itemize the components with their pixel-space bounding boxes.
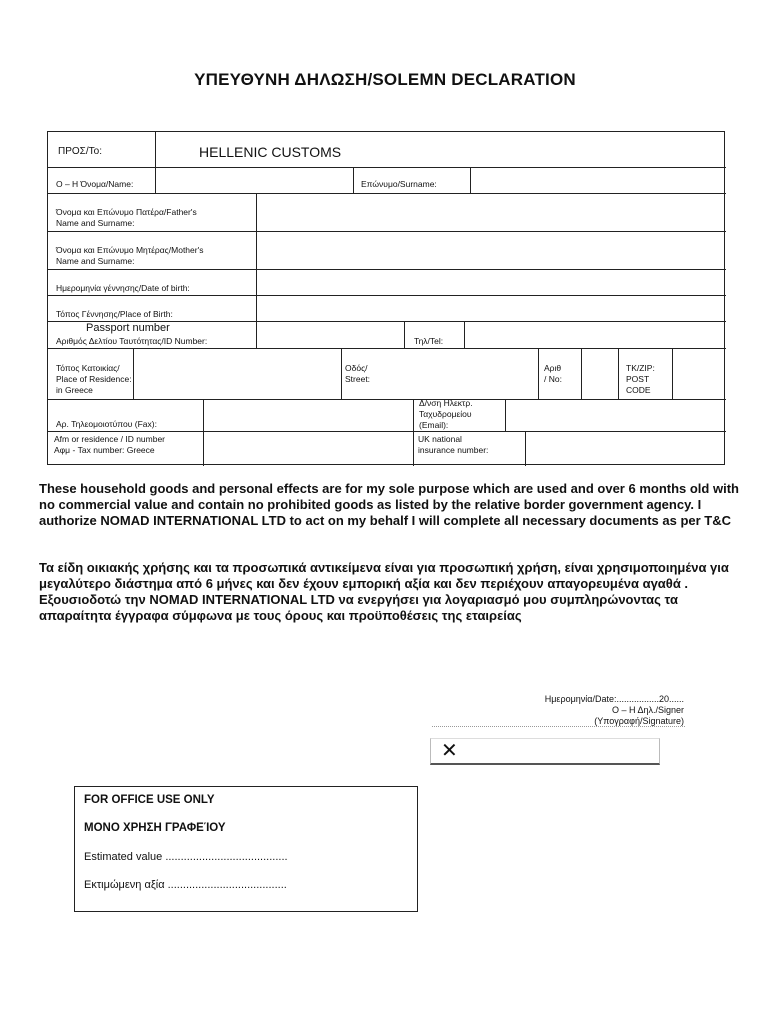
surname-label: Επώνυμο/Surname:	[361, 179, 437, 189]
signer-line: Ο – Η Δηλ./Signer	[611, 705, 684, 715]
email-label-line2: Ταχυδρομείου	[419, 409, 472, 419]
office-heading-english: FOR OFFICE USE ONLY	[84, 794, 215, 806]
date-line: Ημερομηνία/Date:.................20......	[544, 694, 684, 704]
no-label-line2: / No:	[544, 374, 562, 384]
residence-label-line3: in Greece	[56, 385, 93, 395]
zip-label-line2: POST	[626, 374, 650, 384]
signature-caption-rule	[432, 726, 685, 727]
afm-label-line2: Αφμ - Tax number: Greece	[54, 445, 155, 455]
street-label-line1: Οδός/	[345, 363, 368, 373]
tel-label: Τηλ/Tel:	[414, 336, 444, 346]
zip-label-line1: TK/ZIP:	[626, 363, 655, 373]
page-title: ΥΠΕΥΘΥΝΗ ΔΗΛΩΣΗ/SOLEMN DECLARATION	[194, 70, 576, 89]
signature-box[interactable]	[430, 738, 660, 765]
declaration-form	[47, 131, 725, 465]
father-label-line2: Name and Surname:	[56, 218, 135, 228]
afm-label-line1: Afm or residence / ID number	[54, 434, 166, 444]
id-label: Αριθμός Δελτίου Ταυτότητας/ID Number:	[56, 336, 208, 346]
to-label: ΠΡΟΣ/To:	[58, 146, 102, 157]
email-label-line1: Δ/νση Ηλεκτρ.	[419, 398, 473, 408]
office-use-box	[74, 786, 418, 912]
estimated-value-english: Estimated value ........................................	[84, 851, 288, 863]
dob-label: Ημερομηνία γέννησης/Date of birth:	[56, 283, 190, 293]
name-label: Ο – Η Όνομα/Name:	[56, 179, 134, 189]
mother-label-line2: Name and Surname:	[56, 256, 135, 266]
street-label-line2: Street:	[345, 374, 371, 384]
signature-caption: (Υπογραφή/Signature)	[594, 716, 684, 726]
statement-greek: Τα είδη οικιακής χρήσης και τα προσωπικά αντικείμενα είναι για προσωπική χρήση, είναι χρησιμοποιημένα για μεγαλύτερο διάστημα από 6 μήνες και δεν έχουν εμπορική αξία και δεν περιέχουν απαγορευμένα αγαθά . Εξουσιοδοτώ την NOMAD INTERNATIONAL LTD να ενεργήσει για λογαριασμό μου συμπληρώνοντας τα απαραίτητα έγγραφα σύμφωνα με τους όρους και προϋποθέσεις της εταιρείας	[39, 560, 729, 623]
father-label-line1: Όνομα και Επώνυμο Πατέρα/Father's	[56, 207, 197, 217]
passport-label: Passport number	[86, 322, 170, 334]
residence-label-line1: Τόπος Κατοικίας/	[56, 363, 120, 373]
to-value: HELLENIC CUSTOMS	[199, 144, 342, 160]
zip-label-line3: CODE	[626, 385, 651, 395]
uk-insurance-label-line1: UK national	[418, 434, 462, 444]
estimated-value-greek: Εκτιμώμενη αξία .......................................	[84, 879, 287, 891]
mother-label-line1: Όνομα και Επώνυμο Μητέρας/Mother's	[56, 245, 204, 255]
uk-insurance-label-line2: insurance number:	[418, 445, 489, 455]
office-heading-greek: ΜΟΝΟ ΧΡΗΣΗ ΓΡΑΦΕΊΟΥ	[84, 822, 226, 834]
no-label-line1: Αριθ	[544, 363, 562, 373]
signature-x-icon: ✕	[441, 740, 458, 762]
pob-label: Τόπος Γέννησης/Place of Birth:	[56, 309, 173, 319]
statement-english: These household goods and personal effects are for my sole purpose which are used and over 6 months old with no commercial value and contain no prohibited goods as listed by the relative border government agency. I authorize NOMAD INTERNATIONAL LTD to act on my behalf I will complete all necessary documents as per T&C	[39, 481, 739, 528]
email-label-line3: (Email):	[419, 420, 449, 430]
residence-label-line2: Place of Residence:	[56, 374, 132, 384]
fax-label: Αρ. Τηλεομοιοτύπου (Fax):	[56, 419, 157, 429]
